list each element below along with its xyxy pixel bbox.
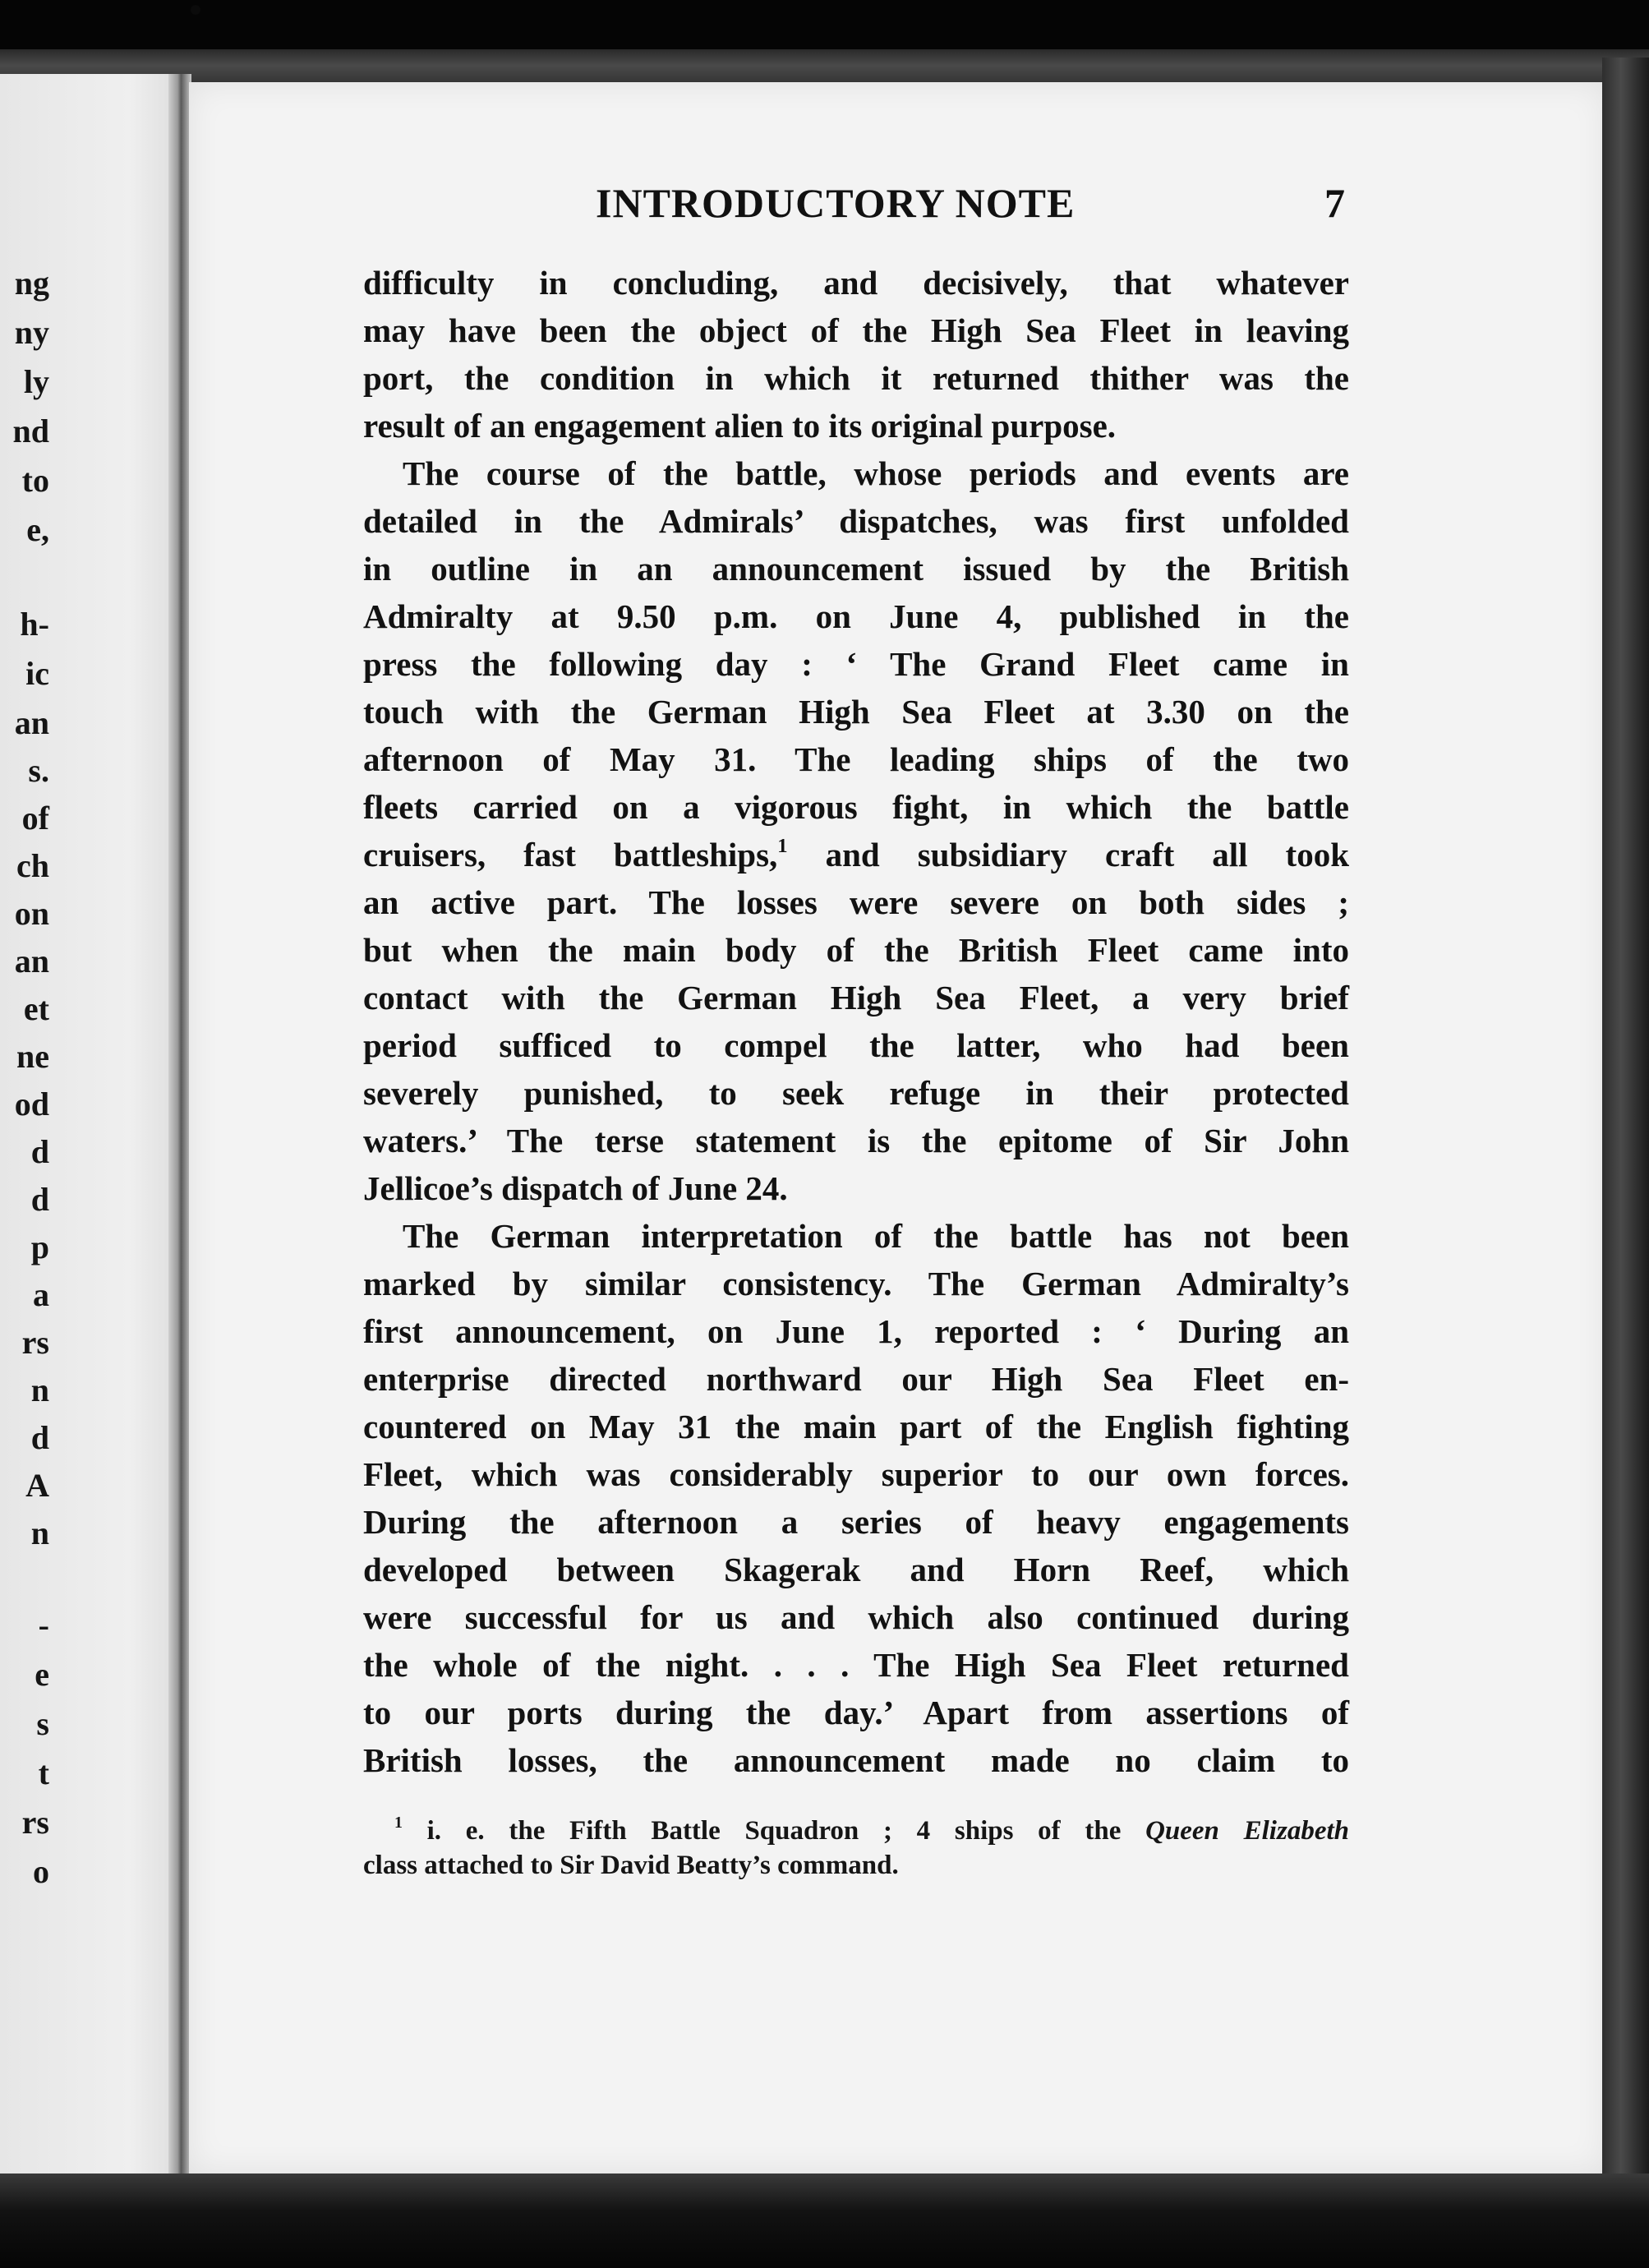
left-page-fragment: n	[30, 1371, 49, 1408]
left-page-fragment: rs	[21, 1804, 49, 1841]
text-line: result of an engagement alien to its original purpose.	[363, 407, 1117, 445]
left-page-fragment: d	[30, 1419, 49, 1456]
text-line: touch with the German High Sea Fleet at 3.30 on the	[363, 693, 1349, 731]
left-page-fragment: od	[14, 1086, 49, 1122]
text-line: The course of the battle, whose periods and events are	[403, 454, 1349, 492]
text-line: developed between Skagerak and Horn Reef, which	[363, 1551, 1349, 1588]
book-gutter	[168, 74, 191, 2186]
left-page-fragment: d	[30, 1133, 49, 1170]
text-segment: and subsidiary craft all took	[787, 836, 1350, 874]
left-page-fragment: t	[38, 1754, 49, 1791]
left-page-fragment: rs	[21, 1324, 49, 1361]
left-page-fragment: ny	[14, 314, 49, 351]
text-line: in outline in an announcement issued by the British	[363, 550, 1349, 588]
footnote-reference: 1	[777, 834, 788, 857]
left-page-fragment: A	[25, 1467, 49, 1504]
left-page-fragment: a	[33, 1276, 49, 1313]
left-page-fragment: d	[30, 1181, 49, 1218]
left-page-fragment: of	[21, 800, 49, 837]
text-line: Admiralty at 9.50 p.m. on June 4, published in the	[363, 597, 1349, 635]
footnote-text: i. e. the Fifth Battle Squadron ; 4 ships of the	[426, 1816, 1122, 1846]
text-line: first announcement, on June 1, reported : ‘ During an	[363, 1312, 1349, 1350]
left-page-fragment: ne	[16, 1038, 49, 1075]
scan-top-border	[0, 0, 1649, 49]
text-line: the whole of the night. . . . The High Sea Fleet returned	[363, 1646, 1349, 1684]
text-segment: cruisers, fast battleships,	[363, 836, 778, 874]
text-line: enterprise directed northward our High Sea Fleet en-	[363, 1360, 1349, 1398]
footnote-line: class attached to Sir David Beatty’s command.	[363, 1851, 899, 1880]
text-line: During the afternoon a series of heavy engagements	[363, 1503, 1349, 1541]
text-line: countered on May 31 the main part of the English fighting	[363, 1408, 1349, 1445]
text-line: The German interpretation of the battle has not been	[403, 1217, 1349, 1255]
text-line: period sufficed to compel the latter, who had been	[363, 1026, 1349, 1064]
text-line: contact with the German High Sea Fleet, a very brief	[363, 979, 1349, 1016]
text-line: may have been the object of the High Sea Fleet in leaving	[363, 311, 1349, 349]
text-line: fleets carried on a vigorous fight, in which the battle	[363, 788, 1349, 826]
text-line: British losses, the announcement made no claim to	[363, 1741, 1349, 1779]
left-page-fragment: e,	[26, 511, 49, 548]
text-line-with-footnote	[363, 832, 1349, 878]
text-line: but when the main body of the British Fleet came into	[363, 931, 1349, 969]
left-page-fragment: p	[30, 1228, 49, 1265]
text-line: an active part. The losses were severe on both sides ;	[363, 883, 1349, 921]
text-line: afternoon of May 31. The leading ships of the two	[363, 740, 1349, 778]
book-cover-edge	[1602, 58, 1649, 2194]
left-page-fragment: -	[38, 1606, 49, 1643]
text-line: were successful for us and which also continued during	[363, 1598, 1349, 1636]
footnote-marker: 1	[394, 1814, 403, 1832]
footnote-ship-class: Queen Elizabeth	[1145, 1816, 1349, 1846]
left-page-fragment: ic	[25, 655, 49, 692]
left-page-fragment: et	[23, 990, 49, 1027]
text-line: port, the condition in which it returned thither was the	[363, 359, 1349, 397]
left-page-fragment: ch	[16, 847, 49, 884]
text-line: detailed in the Admirals’ dispatches, was first unfolded	[363, 502, 1349, 540]
left-page-fragment: s	[36, 1705, 49, 1742]
running-header	[363, 179, 1374, 228]
left-page-fragment: n	[30, 1514, 49, 1551]
left-page-fragment: to	[21, 462, 49, 499]
text-line: Jellicoe’s dispatch of June 24.	[363, 1169, 788, 1207]
text-line: waters.’ The terse statement is the epitome of Sir John	[363, 1122, 1349, 1159]
text-line: marked by similar consistency. The German Admiralty’s	[363, 1265, 1349, 1302]
text-line: Fleet, which was considerably superior to our own forces.	[363, 1455, 1349, 1493]
left-page-fragment: h-	[20, 606, 49, 643]
left-page-fragment: an	[14, 704, 49, 741]
left-page-fragment: an	[14, 943, 49, 980]
text-line: press the following day : ‘ The Grand Fleet came in	[363, 645, 1349, 683]
scan-speck	[191, 5, 200, 15]
page-number: 7	[1324, 180, 1345, 226]
left-page-fragment: on	[14, 895, 49, 932]
text-line: to our ports during the day.’ Apart from assertions of	[363, 1694, 1349, 1731]
scan-bottom-border	[0, 2174, 1649, 2268]
footnote-line	[394, 1814, 1349, 1847]
left-page-fragment: ng	[14, 265, 49, 302]
text-line: difficulty in concluding, and decisively, that whatever	[363, 264, 1349, 302]
left-page-fragment: o	[33, 1853, 49, 1890]
left-page-fragment: e	[35, 1656, 49, 1693]
running-title: INTRODUCTORY NOTE	[596, 180, 1076, 226]
left-page-fragment: nd	[12, 413, 49, 449]
left-page-fragment: ly	[23, 363, 49, 400]
left-page-fragment: s.	[28, 752, 49, 789]
text-line: severely punished, to seek refuge in their protected	[363, 1074, 1349, 1112]
